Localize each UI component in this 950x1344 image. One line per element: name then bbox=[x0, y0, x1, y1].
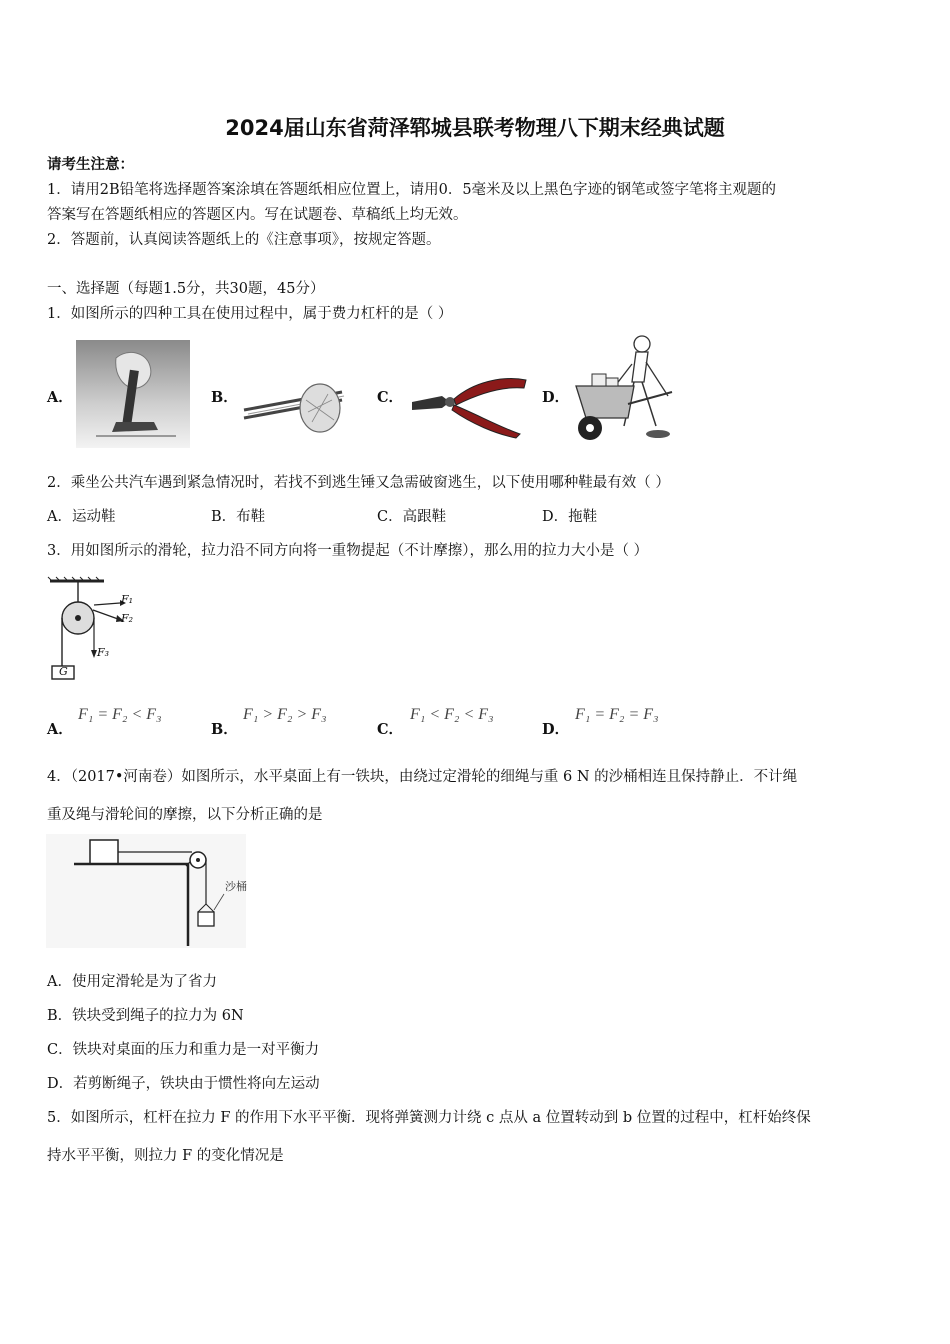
q4-option-d: D．若剪断绳子，铁块由于惯性将向左运动 bbox=[47, 1076, 320, 1092]
q4-option-a: A．使用定滑轮是为了省力 bbox=[47, 974, 217, 990]
q3-option-b-formula: F₁ > F₂ > F₃ bbox=[243, 706, 327, 723]
question-5-line-2: 持水平平衡，则拉力 F 的变化情况是 bbox=[47, 1148, 284, 1164]
notice-item-1-line-1: 1．请用2B铅笔将选择题答案涂填在答题纸相应位置上，请用0．5毫米及以上黑色字迹的钢笔或签字笔将主观题的 bbox=[47, 182, 777, 198]
question-1-text: 1．如图所示的四种工具在使用过程中，属于费力杠杆的是（ ） bbox=[47, 306, 453, 322]
pulley-label-f1: F₁ bbox=[121, 593, 134, 606]
q1-option-b-label: B． bbox=[211, 389, 238, 406]
tongs-icon bbox=[242, 370, 350, 440]
page-title: 2024届山东省菏泽郓城县联考物理八下期末经典试题 bbox=[225, 116, 725, 140]
pliers-icon bbox=[410, 372, 528, 438]
notice-item-2: 2．答题前，认真阅读答题纸上的《注意事项》，按规定答题。 bbox=[47, 232, 441, 248]
question-5-line-1: 5．如图所示，杠杆在拉力 F 的作用下水平平衡．现将弹簧测力计绕 c 点从 a 位置转动到 b 位置的过程中，杠杆始终保 bbox=[47, 1110, 811, 1126]
pulley-label-g: G bbox=[59, 665, 68, 678]
q2-option-b: B．布鞋 bbox=[211, 509, 266, 525]
notice-heading: 请考生注意： bbox=[47, 156, 134, 173]
question-4-line-1: 4．（2017•河南卷）如图所示，水平桌面上有一铁块，由绕过定滑轮的细绳与重 6 N 的沙桶相连且保持静止．不计绳 bbox=[47, 769, 798, 785]
q3-option-d-formula: F₁ = F₂ = F₃ bbox=[575, 706, 659, 723]
question-4-line-2: 重及绳与滑轮间的摩擦，以下分析正确的是 bbox=[47, 807, 323, 823]
table-pulley-diagram bbox=[46, 834, 246, 948]
section-heading: 一、选择题（每题1.5分，共30题，45分） bbox=[47, 281, 325, 297]
q2-option-c: C．高跟鞋 bbox=[377, 509, 447, 525]
q4-option-b: B．铁块受到绳子的拉力为 6N bbox=[47, 1008, 244, 1024]
hammer-icon bbox=[76, 340, 190, 448]
q3-option-b-label: B． bbox=[211, 721, 238, 738]
pulley-label-f3: F₃ bbox=[97, 646, 110, 659]
sand-bucket-label: 沙桶 bbox=[225, 880, 247, 893]
q1-option-a-label: A． bbox=[47, 389, 73, 406]
q3-option-c-formula: F₁ < F₂ < F₃ bbox=[410, 706, 494, 723]
q3-option-a-label: A． bbox=[47, 721, 73, 738]
q1-option-c-label: C． bbox=[377, 389, 404, 406]
question-2-text: 2．乘坐公共汽车遇到紧急情况时，若找不到逃生锤又急需破窗逃生，以下使用哪种鞋最有效（ ） bbox=[47, 475, 670, 491]
pulley-label-f2: F₂ bbox=[121, 612, 134, 625]
wheelbarrow-icon bbox=[572, 334, 682, 446]
q4-option-c: C．铁块对桌面的压力和重力是一对平衡力 bbox=[47, 1042, 320, 1058]
q1-option-d-label: D． bbox=[542, 389, 570, 406]
q3-option-d-label: D． bbox=[542, 721, 570, 738]
notice-item-1-line-2: 答案写在答题纸相应的答题区内。写在试题卷、草稿纸上均无效。 bbox=[47, 207, 468, 223]
q3-option-c-label: C． bbox=[377, 721, 404, 738]
question-3-text: 3．用如图所示的滑轮，拉力沿不同方向将一重物提起（不计摩擦），那么用的拉力大小是（ ） bbox=[47, 543, 649, 559]
q2-option-d: D．拖鞋 bbox=[542, 509, 598, 525]
q3-option-a-formula: F₁ = F₂ < F₃ bbox=[78, 706, 162, 723]
q2-option-a: A．运动鞋 bbox=[47, 509, 116, 525]
